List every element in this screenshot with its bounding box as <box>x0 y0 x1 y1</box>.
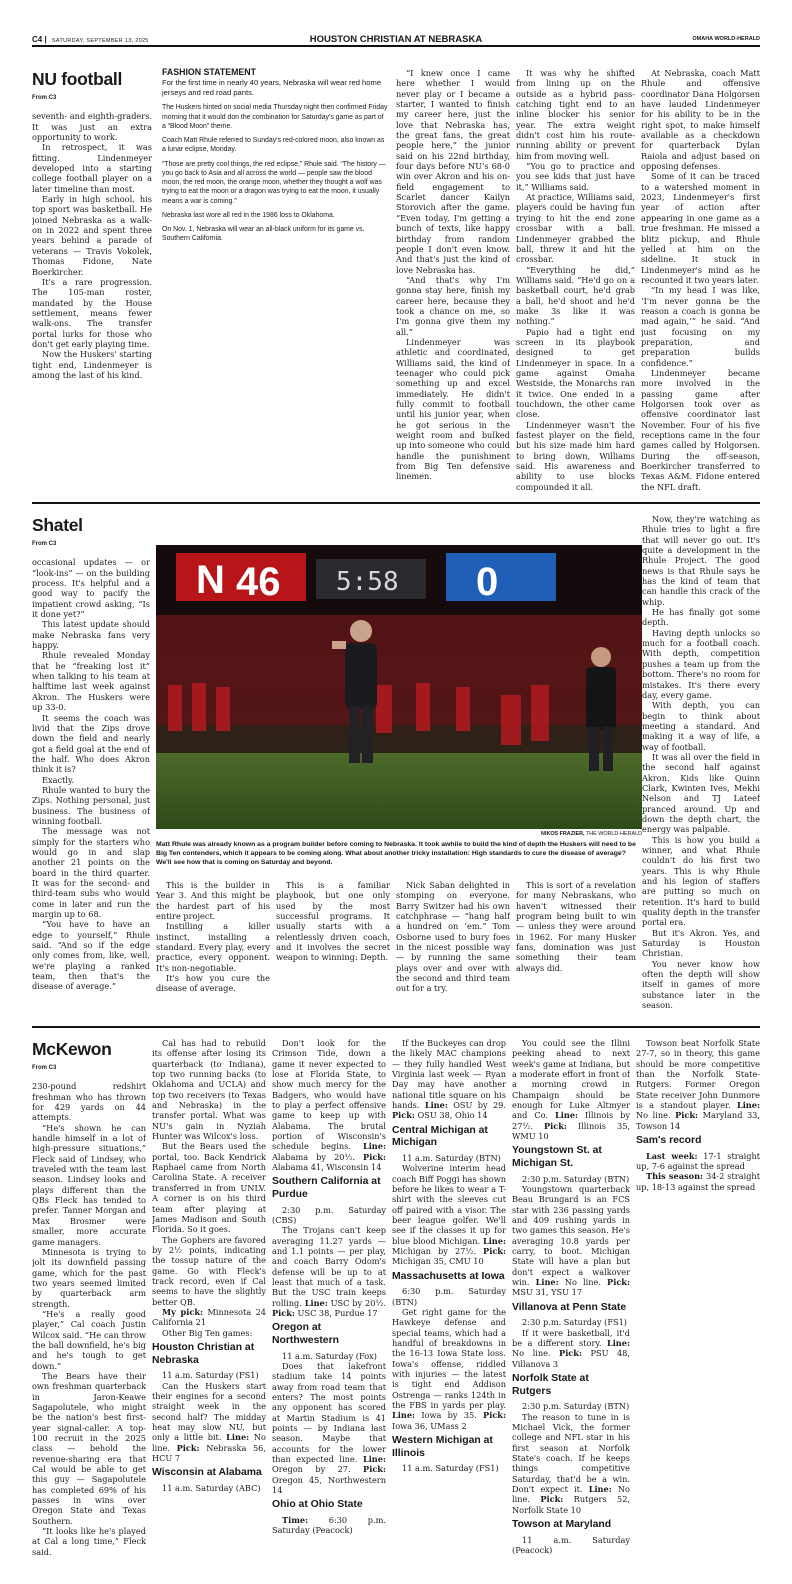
game-time: 6:30 p.m. Saturday (Peacock) <box>272 1515 386 1536</box>
line-label: Line: <box>424 1100 448 1111</box>
article-paragraph: seventh- and eighth-graders. It was just an extra opportunity to work. <box>32 111 152 143</box>
my-pick-value: Minnesota 24 California 21 <box>152 1306 266 1328</box>
article-paragraph: This is how you build a winner, and what Rhule couldn't do his first two years. This is why Rhule and his legion of staffers are putting so much on retention. It's hard to build quality depth in the transfer portal era. <box>642 834 760 928</box>
line-label: Line: <box>226 1432 250 1443</box>
my-pick-line <box>152 1307 266 1328</box>
article-paragraph: Some of it can be traced to a watershed moment in 2023, Lindenmeyer's first year of action after appearing in one game as a true freshman. He missed a blitz pickup, and Rhule yelled at him on the sideline. It stuck in Lindenmeyer's mind as he recounted it two years later. <box>641 171 760 285</box>
game-analysis <box>392 1163 506 1266</box>
game-pick: Iowa 36, UMass 2 <box>392 1420 467 1431</box>
line-label: Line: <box>304 1297 328 1308</box>
game-analysis <box>392 1038 506 1121</box>
game-heading: Villanova at Penn State <box>512 1301 627 1313</box>
game-time: 2:30 p.m. Saturday (CBS) <box>272 1204 386 1225</box>
story-mckewon-column-1 <box>32 1038 146 1568</box>
game-heading: Ohio at Ohio State <box>272 1499 363 1511</box>
story-nu-football-column-2 <box>156 298 270 494</box>
game-time-line <box>272 1515 386 1536</box>
story-nu-football-column-3 <box>276 298 390 494</box>
game-line: No line. <box>152 1432 266 1453</box>
game-heading: Western Michigan at Illinois <box>392 1435 493 1459</box>
game-time: 11 a.m. Saturday (BTN) <box>402 1152 501 1163</box>
photo-credit-name: NIKOS FRAZIER, <box>541 831 585 837</box>
page-header <box>32 35 760 47</box>
article-paragraph: Papio had a tight end screen in its playbook designed to get Lindenmeyer in space. In a game against Omaha Westside, the Monarchs ran it twice. One ended in a touchdown, the other came close. <box>516 326 635 420</box>
game-analysis <box>272 1038 386 1172</box>
pick-label: Pick: <box>607 1277 630 1288</box>
fashion-statement-sidebar <box>162 68 388 290</box>
game-time-line <box>392 1153 506 1163</box>
story-nu-football-column-4 <box>396 68 510 494</box>
game-line: No line. <box>636 1110 676 1121</box>
article-paragraph: The Gophers are favored by 2½ points, indicating the tossup nature of the game. Go with Fleck's track record, even if Cal seems to have the slightly better QB. <box>152 1234 266 1307</box>
record-last-week <box>636 1151 760 1172</box>
sidebar-paragraph: Nebraska last wore all red in the 1986 loss to Oklahoma. <box>162 211 335 219</box>
game-line: Illinois by 27½. <box>512 1110 630 1131</box>
game-line: Iowa by 35. <box>415 1410 484 1421</box>
pick-label: Pick: <box>363 1464 386 1475</box>
article-paragraph: This is the builder in Year 3. And this might be the hardest part of his entire project. <box>156 880 270 922</box>
jump-line: From C3 <box>32 1065 57 1071</box>
article-paragraph: Having depth unlocks so much for a football coach. With depth, competition pushes a team up from the bottom. There's no room for mistakes. It's there every day, every game. <box>642 627 760 700</box>
story-mckewon-column-6 <box>636 1038 760 1568</box>
pick-label: Pick: <box>392 1110 415 1121</box>
page-number: C4 | SATURDAY, SEPTEMBER 13, 2025 <box>32 35 149 44</box>
game-heading: Oregon at Northwestern <box>272 1322 339 1347</box>
article-paragraph: Cal has had to rebuild its offense after losing its quarterback (to Indiana), top two running backs (to Oklahoma and UCLA) and top two receivers (to Texas and Nebraska) in the transfer portal. What was NU's gain in Nyziah Hunter was Wilcox's loss. <box>152 1038 266 1142</box>
scoreboard-away-score: 0 <box>476 560 499 604</box>
game-analysis <box>272 1361 386 1495</box>
record-value: 17-1 straight up, 7-6 against the spread <box>636 1150 760 1172</box>
game-analysis <box>512 1412 630 1515</box>
section-divider <box>32 1026 760 1028</box>
story-mckewon-column-5 <box>512 1038 630 1568</box>
game-line: No line. <box>512 1348 560 1359</box>
line-label: Line: <box>736 1100 760 1111</box>
publication-name: OMAHA WORLD-HERALD <box>692 36 760 42</box>
article-paragraph: Minnesota is trying to jolt its downfield passing game, which for the past two years seemed limited by quarterback arm strength. <box>32 1246 146 1309</box>
game-pick: Illinois 35, WMU 10 <box>512 1120 630 1142</box>
story-shatel-column-3 <box>276 880 390 1018</box>
game-time: 11 a.m. Saturday (FS1) <box>162 1370 259 1381</box>
sidebar-lead: For the first time in nearly 40 years, Nebraska will wear red home jerseys and red road pants. <box>162 78 382 98</box>
photo-matt-rhule-sideline <box>156 545 642 829</box>
story-nu-football-column-6 <box>641 68 760 494</box>
article-paragraph: It was why he shifted from lining up on the outside as a hybrid pass-catching tight end to an inline blocker his senior year. The extra weight didn't cost him his route-running ability or prevent him from moving well. <box>516 68 635 161</box>
story-nu-football-column-5 <box>516 68 635 494</box>
record-heading: Sam's record <box>636 1135 702 1147</box>
game-heading: Houston Christian at Nebraska <box>152 1341 255 1366</box>
game-time-line <box>512 1317 630 1327</box>
game-pick: Alabama 41, Wisconsin 14 <box>272 1162 382 1173</box>
article-paragraph: This is sort of a revelation for many Nebraskans, who haven't witnessed their program being built to win — unless they were around in 1962. For many Husker fans, domination was just something their team always did. <box>516 880 636 973</box>
article-paragraph: This is a familiar playbook, but one only used by the most successful programs. It usually starts with a relentlessly driven coach, and it involves the secret weapon to winning: Depth. <box>276 880 390 963</box>
article-paragraph: It's how you cure the disease of average. <box>156 973 270 994</box>
game-time: 11 a.m. Saturday (Fox) <box>282 1350 377 1361</box>
pick-label: Pick: <box>483 1246 506 1257</box>
article-paragraph: Nick Saban delighted in stomping on everyone. Barry Switzer had his own catchphrase — “hang half a hundred on ’em.” Tom Osborne used to bury foes in the nicest possible way — by running the same plays over and over with the second and third team out for a try. <box>396 880 510 994</box>
article-paragraph: occasional updates — or “look-ins” — on the building process. It's helpful and a good way to pacify the impatient crowd asking, “Is it done yet?” <box>32 557 150 620</box>
article-paragraph: Now the Huskers' starting tight end, Lindenmeyer is among the last of his kind. <box>32 349 152 380</box>
game-body: If the Buckeyes can drop the likely MAC champions — they fully handled West Virginia last week — Ryan Day may have another national title square on his hands. <box>392 1038 506 1111</box>
game-time-line <box>152 1483 266 1493</box>
game-line: Oregon by 27. <box>272 1464 364 1475</box>
game-pick: Nebraska 56, HCU 7 <box>152 1442 266 1463</box>
game-body: You could see the Illini peeking ahead to next week's game at Indiana, but a moderate effort in front of a morning crowd in Champaign should be enough for Luke Altmyer and Co. <box>512 1038 630 1121</box>
story-mckewon-column-3 <box>272 1038 386 1568</box>
article-paragraph: But the Bears used the portal, too. Back Kendrick Raphael came from North Carolina State. A receiver transferred in from UNLV. A corner is on his third team after playing at James Madison and South Florida. So it goes. <box>152 1141 266 1235</box>
game-time-line <box>272 1351 386 1361</box>
record-season <box>636 1171 760 1192</box>
game-time-line <box>392 1463 506 1473</box>
game-heading: Youngstown St. at Michigan St. <box>512 1145 602 1170</box>
story-headline: NU football <box>32 69 123 89</box>
game-pick: Michigan 35, CMU 10 <box>392 1256 484 1267</box>
scoreboard-home-logo: N <box>196 558 225 602</box>
article-paragraph: “In my head I was like, ‘I'm never gonna be the reason a coach is gonna be mad again,’” he said. “And just focusing on my preparation, and preparation builds confidence.” <box>641 285 760 368</box>
scoreboard-home-score: 46 <box>236 560 281 604</box>
line-label: Line: <box>392 1410 416 1421</box>
pick-label: Pick: <box>176 1442 200 1453</box>
article-paragraph: “And that's why I'm gonna stay here, finish my career here, because they took a chance on me, so I'm gonna give them my all.” <box>396 274 510 337</box>
article-paragraph: The Bears have their own freshman quarterback in Jaron-Keawe Sagapolutele, who might be the nation's best first-year signal-caller. A top-100 recruit in the 2025 class — behold the revenue-sharing era that Cal would be able to get this guy — Sagapolutele has completed 69% of his passes in wins over Oregon State and Texas Southern. <box>32 1370 146 1526</box>
game-body: Does that lakefront stadium take 14 points away from road team that enters? The most points any opponent has scored at Martin Stadium is 41 points — by Indiana last season. Maybe that accounts for the lower than expected line. <box>272 1360 386 1465</box>
article-paragraph: He has finally got some depth. <box>642 607 760 628</box>
article-paragraph: “It looks like he's played at Cal a long time,” Fleck said. <box>32 1526 146 1557</box>
game-pick: USC 38, Purdue 17 <box>294 1308 378 1319</box>
record-value: 34-2 straight up, 18-13 against the spread <box>636 1171 760 1192</box>
photo-credit <box>156 831 642 837</box>
pick-label: Pick: <box>363 1151 386 1162</box>
article-paragraph: Rhule wanted to bury the Zips. Nothing personal, just business. The business of winning football. <box>32 784 150 826</box>
line-label: Line: <box>606 1338 630 1349</box>
story-headline: McKewon <box>32 1039 112 1059</box>
pick-label: Pick: <box>540 1494 564 1505</box>
game-time-line <box>512 1535 630 1556</box>
article-paragraph: Exactly. <box>42 774 75 785</box>
line-label: Line: <box>535 1277 559 1288</box>
game-pick: Oregon 45, Northwestern 14 <box>272 1474 386 1496</box>
game-time-line <box>392 1286 506 1307</box>
article-paragraph: “He's a really good player,” Cal coach Justin Wilcox said. “He can throw the ball downfield, he's big and he's tough to get down.” <box>32 1308 146 1371</box>
article-paragraph: In retrospect, it was fitting. Lindenmeyer developed into a starting college football player on a later timeline than most. <box>32 142 152 194</box>
story-mckewon-column-4 <box>392 1038 506 1568</box>
game-line: No line. <box>512 1484 630 1505</box>
game-analysis <box>636 1038 760 1131</box>
record-label: This season: <box>646 1171 704 1182</box>
article-paragraph: But it's Akron. Yes, and Saturday is Houston Christian. <box>642 927 760 959</box>
jump-line: From C3 <box>32 541 57 547</box>
game-line: No line. <box>558 1277 608 1288</box>
game-body: Get right game for the Hawkeye defense and special teams, which had a handful of breakdowns in the 16-13 Iowa State loss. Iowa's offense, riddled with injuries — the latest is tight end Addison Ostrenga — ranks 124th in the FBS in yards per play. <box>392 1307 506 1411</box>
game-analysis <box>392 1307 506 1431</box>
story-mckewon-column-2 <box>152 1038 266 1568</box>
article-paragraph: At practice, Williams said, players could be having fun trying to hit the end zone crossbar with a ball. Lindenmeyer grabbed the ball, threw it and hit the crossbar. <box>516 192 635 265</box>
sidebar-paragraph: The Huskers hinted on social media Thursday night then confirmed Friday morning that it would don the combination for Saturday's game as part of a “Blood Moon” theme. <box>162 104 388 130</box>
sidebar-title: FASHION STATEMENT <box>162 68 256 77</box>
my-pick-label: My pick: <box>162 1306 204 1317</box>
game-pick: PSU 48, Villanova 3 <box>512 1348 630 1369</box>
article-paragraph: “You have to have an edge to yourself,” Rhule said. “And so if the edge only comes from, like, well, we're playing a ranked team, then that's the disease of average.” <box>32 919 150 992</box>
game-line: Michigan by 27½. <box>392 1246 484 1257</box>
game-body: Don't look for the Crimson Tide, down a game it never expected to lose at Florida State, to show much mercy for the Badgers, who would have to play a perfect offensive game to keep up with Alabama. The brutal portion of Wisconsin's schedule begins. <box>272 1038 386 1152</box>
game-pick: Rutgers 52, Norfolk State 10 <box>512 1494 630 1515</box>
game-body: If it were basketball, it'd be a different story. <box>512 1327 630 1349</box>
other-games-intro: Other Big Ten games: <box>162 1327 253 1338</box>
game-body: The Trojans can't keep averaging 11.27 yards — and 1.1 points — per play, and coach Barry Odom's defense will be up to at least that much of a task. But the USC train keeps rolling. <box>272 1225 386 1308</box>
game-time-line <box>152 1370 266 1380</box>
game-line: OSU by 29. <box>447 1100 506 1111</box>
story-shatel-column-2 <box>156 880 270 1018</box>
story-shatel-column-6 <box>642 514 760 1018</box>
scoreboard-clock: 5:58 <box>336 567 399 597</box>
game-time: 2:30 p.m. Saturday (BTN) <box>522 1401 630 1412</box>
article-paragraph: Lindenmeyer was athletic and coordinated, Williams said, the kind of teenager who could pick something up and excel immediately. He didn't fully commit to football until his junior year, when he got serious in the weight room and bulked up into someone who could handle the punishment from Big Ten defensive linemen. <box>396 336 510 482</box>
article-paragraph: “You go to practice and you see kids that just have it,” Williams said. <box>516 161 635 192</box>
game-body: Youngstown quarterback Beau Brungard is an FCS star with 236 passing yards and 409 rushing yards in two games this season. He's averaging 10.8 yards per carry, to boot. Michigan State will have a plan but don't expect a walkover win. <box>512 1183 630 1288</box>
story-nu-football-column-1 <box>32 68 152 494</box>
line-label: Line: <box>555 1110 579 1121</box>
sidebar-paragraph: Coach Matt Rhule referred to Sunday's red-colored moon, also known as a lunar eclipse, Monday. <box>162 137 385 154</box>
game-heading: Southern California at Purdue <box>272 1176 381 1201</box>
game-heading: Massachusetts at Iowa <box>392 1270 505 1282</box>
scoreboard-away <box>446 553 556 601</box>
article-paragraph: With depth, you can begin to think about meeting a standard. And making it a way of life, a way of football. <box>642 700 760 752</box>
article-paragraph: It's a rare progression. The 105-man roster, mandated by the House settlement, means fewer walk-ons. The transfer portal lurks for those who don't get early playing time. <box>32 276 152 349</box>
game-photo <box>156 545 642 829</box>
article-paragraph: At Nebraska, coach Matt Rhule and offensive coordinator Dana Holgorsen have lauded Lindenmeyer for his ability to be in the right spot, to make himself available as a checkdown for quarterback Dylan Raiola and adjust based on opposing defenses. <box>641 68 760 172</box>
story-shatel-column-4 <box>396 880 510 1018</box>
game-time: 2:30 p.m. Saturday (FS1) <box>522 1317 628 1328</box>
pick-label: Pick: <box>559 1348 582 1359</box>
game-time-line <box>512 1174 630 1184</box>
game-time-line <box>272 1205 386 1226</box>
pick-label: Pick: <box>272 1308 295 1319</box>
game-pick: MSU 31, YSU 17 <box>512 1287 583 1298</box>
story-shatel-column-1 <box>32 514 150 1018</box>
page-date: SATURDAY, SEPTEMBER 13, 2025 <box>51 38 149 44</box>
article-paragraph: “Everything he did,” Williams said. “He'd go on a basketball court, he'd grab a ball, he'd shoot and he'd make 3s like it was nothing.” <box>516 264 635 327</box>
section-title: HOUSTON CHRISTIAN AT NEBRASKA <box>309 34 483 45</box>
article-paragraph: “I knew once I came here whether I would never play or I became a starter, I wanted to finish my career here, just the love that Nebraska has, the great fans, the great people here,” the junior said on his 22nd birthday, four days before NU's 68-0 win over Akron and his on-field engagement to Scarlet dancer Kailyn Storovich after the game. “Even today, I'm getting a bunch of texts, like happy birthday from random people I don't even know. And that's just the kind of love Nebraska has. <box>396 68 510 275</box>
game-pick: Maryland 33, Towson 14 <box>636 1110 760 1131</box>
game-analysis <box>512 1184 630 1298</box>
game-analysis <box>272 1225 386 1318</box>
game-line: Alabama by 20½. <box>272 1151 364 1162</box>
pick-label: Pick: <box>543 1120 567 1131</box>
game-time-line <box>512 1401 630 1411</box>
game-heading: Central Michigan at Michigan <box>392 1124 488 1149</box>
line-label: Line: <box>362 1141 386 1152</box>
game-heading: Wisconsin at Alabama <box>152 1467 262 1479</box>
game-body: Towson beat Norfolk State 27-7, so in theory, this game should be more competitive than the Norfolk State-Rutgers. Former Oregon State receiver John Dunmore is a standout player. <box>636 1038 760 1111</box>
sidebar-paragraph: “Those are pretty cool things, the red eclipse,” Rhule said. “The history — you go back to Asia and all across the world — people saw the blood moon, the red moon, the orange moon, whether they thought a wolf was trying to eat the moon or a dragon was trying to eat the moon, it usually means a war is coming.” <box>162 160 386 205</box>
article-paragraph: It seems the coach was livid that the Zips drove down the field and nearly got a field goal at the end of the half. Who does Akron think it is? <box>32 712 150 775</box>
article-paragraph: 230-pound redshirt freshman who has thrown for 429 yards on 44 attempts. <box>32 1081 146 1123</box>
article-paragraph: Early in high school, his top sport was basketball. He joined Nebraska as a walk-on in 2022 and spent three years behind a parade of veterans — Travis Vokolek, Thomas Fidone, Nate Boerkircher. <box>32 194 152 277</box>
story-headline: Shatel <box>32 515 83 535</box>
article-paragraph: Lindenmeyer became more involved in the passing game after Holgorsen took over as offensive coordinator last November. Four of his five receptions came in the four games called by Holgorsen. During the off-season, Boerkircher transferred to Texas A&M. Fidone entered the NFL draft. <box>641 367 760 492</box>
game-analysis <box>152 1381 266 1464</box>
game-body: Can the Huskers start their engines for a second straight week in the second half? The midday heat may slow NU, but only a little bit. <box>152 1380 266 1443</box>
game-line: USC by 20½. <box>327 1297 386 1308</box>
article-paragraph: Lindenmeyer wasn't the fastest player on the field, but his size made him hard to bring down, Williams said. His awareness and ability to use blocks compounded it all. <box>516 419 635 492</box>
game-heading: Norfolk State at Rutgers <box>512 1373 589 1397</box>
game-time: 11 a.m. Saturday (FS1) <box>402 1463 499 1474</box>
article-paragraph: The message was not simply for the starters who would go in and slap another 21 points on the board in the third quarter. It was for the second- and third-team subs who would come in later and run the margin up to 68. <box>32 826 150 920</box>
jump-line: From C3 <box>32 95 57 101</box>
photo-caption: Matt Rhule was already known as a program builder before coming to Nebraska. It took awhile to build the kind of depth the Huskers will need to be Big Ten contenders, which it appears to be coming along. What about another tricky installation: High standards to cure the disease of average? We'll see how that is coming on Saturday and beyond. <box>156 841 636 866</box>
line-label: Line: <box>362 1454 386 1465</box>
game-time-label: Time: <box>282 1515 309 1526</box>
story-shatel-column-5 <box>516 880 636 1018</box>
article-paragraph: It was all over the field in the second half against Akron. Kids like Quinn Clark, Kwinten Ives, Mekhi Nelson and TJ Lateef pranced around. Up and down the depth chart, the energy was palpable. <box>642 751 760 835</box>
record-label: Last week: <box>646 1150 698 1161</box>
game-time: 11 a.m. Saturday (Peacock) <box>512 1534 630 1555</box>
line-label: Line: <box>482 1235 506 1246</box>
game-time: 2:30 p.m. Saturday (BTN) <box>522 1173 630 1184</box>
article-paragraph: Instilling a killer instinct, installing a standard. Every play, every practice, every opponent. It's non-negotiable. <box>156 921 270 973</box>
article-paragraph: Rhule revealed Monday that he “freaking lost it” when talking to his team at halftime last week against Akron. The Huskers were up 33-0. <box>32 650 150 713</box>
line-label: Line: <box>588 1484 612 1494</box>
game-analysis <box>512 1328 630 1369</box>
game-body: The reason to tune in is Michael Vick, the former college and NFL star in his first season at Norfolk State's coach. If he keeps things competitive Saturday, that'd be a win. Don't expect it. <box>512 1411 630 1494</box>
pick-label: Pick: <box>675 1110 699 1121</box>
game-body: Wolverine interim head coach Biff Poggi has shown before he likes to wear a T-shirt with the sleeves cut off paired with a visor. The beer league golfer. We'll see if the classes it up for blue blood Michigan. <box>392 1163 506 1246</box>
game-analysis <box>512 1038 630 1141</box>
article-paragraph: This latest update should make Nebraska fans very happy. <box>32 619 150 651</box>
sidebar-paragraph: On Nov. 1, Nebraska will wear an all-black uniform for its game vs. Southern California. <box>162 226 365 243</box>
article-paragraph: “He's shown he can handle himself in a lot of high-pressure situations,” Fleck said of Lindsey, who traveled with the team last season. Lindsey looks and plays different than the QBs Fleck has tended to prefer. Tanner Morgan and Max Brosmer were smaller, more accurate game managers. <box>32 1122 146 1247</box>
game-time: 11 a.m. Saturday (ABC) <box>162 1482 261 1493</box>
game-time: 6:30 p.m. Saturday (BTN) <box>392 1286 506 1307</box>
section-divider <box>32 502 760 504</box>
article-paragraph: Now, they're watching as Rhule tries to light a fire that will never go out. It's quite a development in the Rhule Project. The good news is that Rhule says he has the kind of team that can handle this crack of the whip. <box>642 514 760 607</box>
article-paragraph: You never know how often the depth will show itself in games of more substance later in the season. <box>642 958 760 1011</box>
game-heading: Towson at Maryland <box>512 1519 612 1531</box>
photo-credit-org: THE WORLD-HERALD <box>585 831 642 837</box>
pick-label: Pick: <box>483 1410 506 1421</box>
game-pick: OSU 38, Ohio 14 <box>414 1110 488 1121</box>
